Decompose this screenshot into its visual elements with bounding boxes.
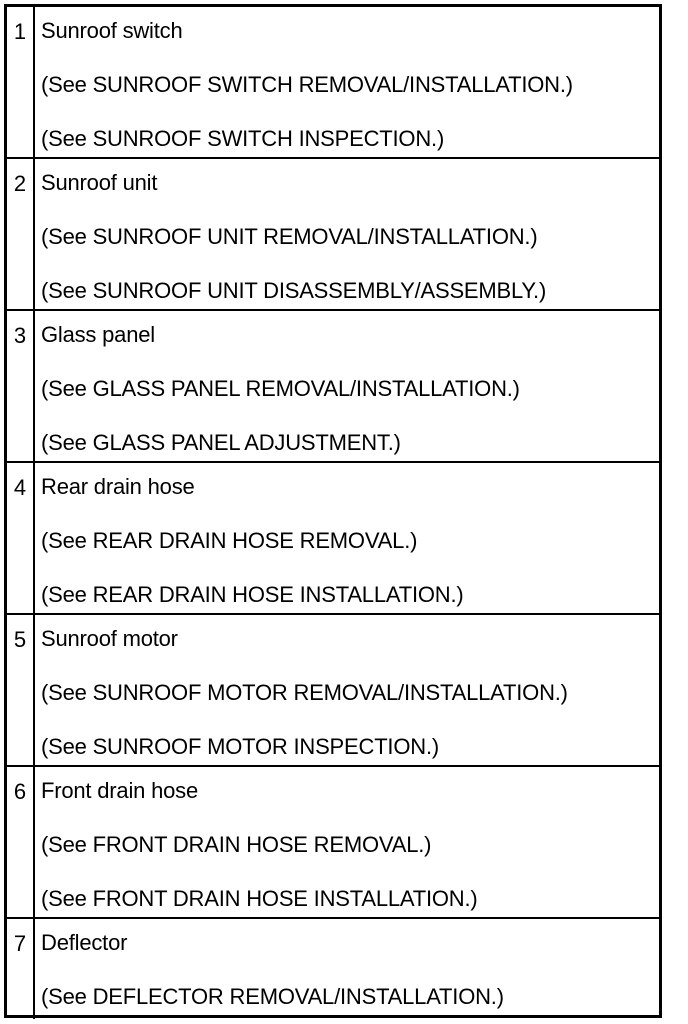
row-number: 5 [7, 615, 35, 765]
item-name: Front drain hose [41, 778, 198, 803]
item-name: Deflector [41, 930, 128, 955]
reference-link[interactable]: (See GLASS PANEL ADJUSTMENT.) [41, 430, 401, 455]
row-content [35, 767, 659, 917]
reference-link[interactable]: (See DEFLECTOR REMOVAL/INSTALLATION.) [41, 984, 504, 1009]
row-content [35, 159, 659, 309]
row-content [35, 7, 659, 157]
parts-table [4, 4, 662, 1018]
table-row [7, 463, 659, 615]
reference-link[interactable]: (See SUNROOF SWITCH REMOVAL/INSTALLATION.) [41, 72, 573, 97]
row-content [35, 615, 659, 765]
table-row [7, 159, 659, 311]
table-row [7, 919, 659, 1019]
reference-link[interactable]: (See REAR DRAIN HOSE REMOVAL.) [41, 528, 418, 553]
row-number: 2 [7, 159, 35, 309]
item-name: Sunroof motor [41, 626, 178, 651]
item-name: Sunroof switch [41, 18, 183, 43]
item-name: Sunroof unit [41, 170, 158, 195]
reference-link[interactable]: (See SUNROOF MOTOR INSPECTION.) [41, 734, 439, 759]
reference-link[interactable]: (See SUNROOF UNIT DISASSEMBLY/ASSEMBLY.) [41, 278, 547, 303]
row-number: 4 [7, 463, 35, 613]
reference-link[interactable]: (See FRONT DRAIN HOSE INSTALLATION.) [41, 886, 478, 911]
row-number: 3 [7, 311, 35, 461]
table-row [7, 7, 659, 159]
reference-link[interactable]: (See FRONT DRAIN HOSE REMOVAL.) [41, 832, 432, 857]
row-number: 7 [7, 919, 35, 1019]
row-number: 6 [7, 767, 35, 917]
row-content [35, 463, 659, 613]
item-name: Glass panel [41, 322, 155, 347]
table-row [7, 615, 659, 767]
table-row [7, 767, 659, 919]
reference-link[interactable]: (See GLASS PANEL REMOVAL/INSTALLATION.) [41, 376, 520, 401]
row-content [35, 311, 659, 461]
row-content [35, 919, 659, 1019]
row-number: 1 [7, 7, 35, 157]
reference-link[interactable]: (See SUNROOF UNIT REMOVAL/INSTALLATION.) [41, 224, 538, 249]
reference-link[interactable]: (See SUNROOF MOTOR REMOVAL/INSTALLATION.) [41, 680, 568, 705]
item-name: Rear drain hose [41, 474, 195, 499]
reference-link[interactable]: (See SUNROOF SWITCH INSPECTION.) [41, 126, 445, 151]
table-row [7, 311, 659, 463]
reference-link[interactable]: (See REAR DRAIN HOSE INSTALLATION.) [41, 582, 464, 607]
